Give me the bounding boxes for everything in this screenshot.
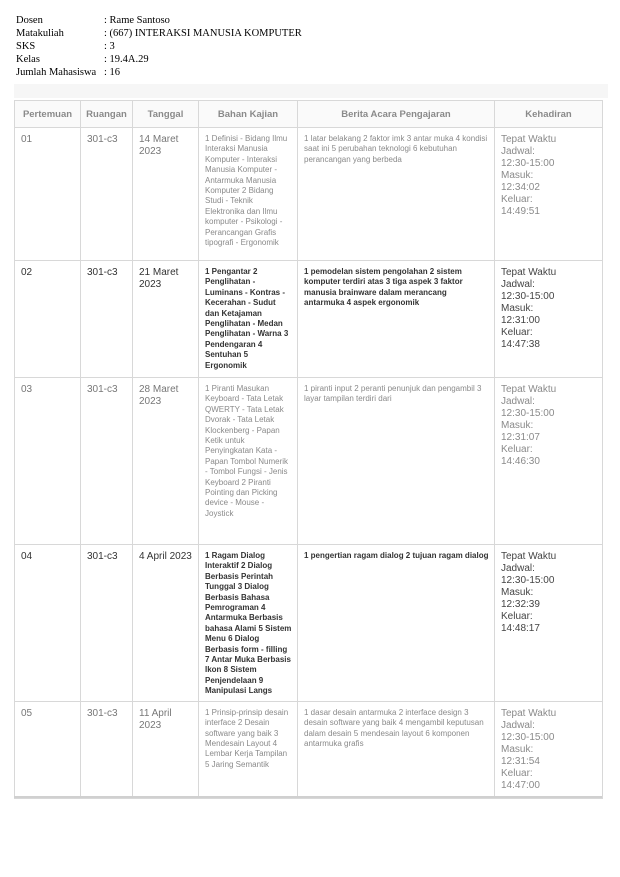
header-pertemuan: Pertemuan (15, 101, 81, 128)
info-kelas (16, 53, 302, 66)
schedule-label: Jadwal: (501, 563, 535, 574)
check-in-value: 12:31:00 (501, 315, 540, 326)
info-sks (16, 40, 302, 53)
room: 301-c3 (81, 261, 133, 378)
header-ruangan: Ruangan (81, 101, 133, 128)
check-out-label: Keluar: (501, 767, 533, 779)
attendance-status: Tepat Waktu (501, 267, 557, 278)
meeting-number: 05 (15, 701, 81, 798)
info-jumlah (16, 66, 302, 79)
table-row (15, 701, 603, 798)
matakuliah-value: : (667) INTERAKSI MANUSIA KOMPUTER (104, 28, 302, 39)
dosen-label: Dosen (16, 15, 43, 26)
schedule-value: 12:30-15:00 (501, 408, 555, 419)
table-bottom-divider (14, 796, 602, 798)
check-in-label: Masuk: (501, 587, 534, 598)
attendance-cell (495, 378, 603, 545)
study-material: 1 Pengantar 2 Penglihatan - Luminans - Kontras - Kecerahan - Sudut dan Ketajaman Penglihatan - Medan Penglihatan - Warna 3 Pendengaran 4 Sentuhan 5 Ergonomik (199, 261, 298, 378)
check-in-label: Masuk: (501, 420, 534, 431)
check-out-label: Keluar: (501, 194, 533, 205)
info-dosen (16, 14, 302, 27)
schedule-label: Jadwal: (501, 719, 535, 731)
sks-value: : 3 (104, 41, 115, 52)
check-out-value: 14:49:51 (501, 206, 540, 217)
table-row (15, 261, 603, 378)
date: 4 April 2023 (133, 545, 199, 702)
kelas-value: : 19.4A.29 (104, 54, 149, 65)
check-in-label: Masuk: (501, 743, 534, 755)
check-out-value: 14:47:38 (501, 339, 540, 350)
teaching-report: 1 piranti input 2 peranti penunjuk dan pengambil 3 layar tampilan terdiri dari (298, 378, 495, 545)
check-out-label: Keluar: (501, 444, 533, 455)
header-bahan-kajian: Bahan Kajian (199, 101, 298, 128)
schedule-value: 12:30-15:00 (501, 731, 555, 743)
study-material: 1 Prinsip-prinsip desain interface 2 Desain software yang baik 3 Mendesain Layout 4 Lembar Kerja Tampilan 5 Jaring Semantik (199, 701, 298, 798)
teaching-report: 1 latar belakang 2 faktor imk 3 antar muka 4 kondisi saat ini 5 perubahan teknologi 6 kebutuhan perancangan yang berbeda (298, 128, 495, 261)
attendance-status: Tepat Waktu (501, 384, 557, 395)
check-in-value: 12:32:39 (501, 599, 540, 610)
header-kehadiran: Kehadiran (495, 101, 603, 128)
table-row (15, 378, 603, 545)
meeting-number: 01 (15, 128, 81, 261)
kelas-label: Kelas (16, 54, 40, 65)
attendance-status: Tepat Waktu (501, 134, 557, 145)
meeting-number: 03 (15, 378, 81, 545)
attendance-status: Tepat Waktu (501, 707, 557, 719)
jumlah-value: : 16 (104, 67, 121, 78)
check-out-value: 14:46:30 (501, 456, 540, 467)
check-in-value: 12:34:02 (501, 182, 540, 193)
header-berita-acara: Berita Acara Pengajaran (298, 101, 495, 128)
jumlah-label: Jumlah Mahasiswa (16, 67, 97, 78)
attendance-cell (495, 128, 603, 261)
room: 301-c3 (81, 545, 133, 702)
check-out-label: Keluar: (501, 327, 533, 338)
date: 11 April 2023 (133, 701, 199, 798)
date: 21 Maret 2023 (133, 261, 199, 378)
study-material: 1 Ragam Dialog Interaktif 2 Dialog Berbasis Perintah Tunggal 3 Dialog Berbasis Bahasa Pemrograman 4 Antarmuka Berbasis bahasa Alami 5 Sistem Menu 6 Dialog Berbasis form - filling 7 Antar Muka Berbasis Ikon 8 Sistem Penjendelaan 9 Manipulasi Langs (199, 545, 298, 702)
check-out-value: 14:48:17 (501, 623, 540, 634)
check-out-value: 14:47:00 (501, 779, 540, 791)
attendance-cell (495, 261, 603, 378)
check-in-value: 12:31:07 (501, 432, 540, 443)
schedule-label: Jadwal: (501, 146, 535, 157)
teaching-report: 1 dasar desain antarmuka 2 interface design 3 desain software yang baik 4 mengambil keputusan dalam desain 5 mendesain layout 6 komponen antarmuka grafis (298, 701, 495, 798)
study-material: 1 Piranti Masukan Keyboard - Tata Letak QWERTY - Tata Letak Dvorak - Tata Letak Klockenberg - Papan Ketik untuk Penyingkatan Kata - Papan Tombol Numerik - Tombol Fungsi - Jenis Keyboard 2 Piranti Pointing dan Picking device - Mouse - Joystick (199, 378, 298, 545)
room: 301-c3 (81, 701, 133, 798)
table-row (15, 128, 603, 261)
course-info (16, 14, 302, 79)
sks-label: SKS (16, 41, 36, 52)
date: 14 Maret 2023 (133, 128, 199, 261)
info-matakuliah (16, 27, 302, 40)
schedule-value: 12:30-15:00 (501, 575, 555, 586)
table-top-bar (14, 84, 608, 98)
teaching-report: 1 pengertian ragam dialog 2 tujuan ragam dialog (298, 545, 495, 702)
check-in-label: Masuk: (501, 303, 534, 314)
dosen-value: : Rame Santoso (104, 15, 170, 26)
schedule-label: Jadwal: (501, 279, 535, 290)
date: 28 Maret 2023 (133, 378, 199, 545)
meeting-number: 04 (15, 545, 81, 702)
check-in-value: 12:31:54 (501, 755, 540, 767)
attendance-table (14, 100, 603, 799)
schedule-value: 12:30-15:00 (501, 158, 555, 169)
teaching-report: 1 pemodelan sistem pengolahan 2 sistem komputer terdiri atas 3 tiga aspek 3 faktor manusia brainware dalam merancang antarmuka 4 aspek ergonomik (298, 261, 495, 378)
table-row (15, 545, 603, 702)
schedule-label: Jadwal: (501, 396, 535, 407)
attendance-status: Tepat Waktu (501, 551, 557, 562)
header-tanggal: Tanggal (133, 101, 199, 128)
meeting-number: 02 (15, 261, 81, 378)
study-material: 1 Definisi - Bidang Ilmu Interaksi Manusia Komputer - Interaksi Manusia Komputer - Antarmuka Manusia Komputer 2 Bidang Studi - Teknik Elektronika dan Ilmu komputer - Psikologi - Perancangan Grafis tipografi - Ergonomik (199, 128, 298, 261)
attendance-cell (495, 545, 603, 702)
room: 301-c3 (81, 128, 133, 261)
table-header-row (15, 101, 603, 128)
schedule-value: 12:30-15:00 (501, 291, 555, 302)
room: 301-c3 (81, 378, 133, 545)
matakuliah-label: Matakuliah (16, 28, 64, 39)
check-in-label: Masuk: (501, 170, 534, 181)
check-out-label: Keluar: (501, 611, 533, 622)
attendance-cell (495, 701, 603, 798)
